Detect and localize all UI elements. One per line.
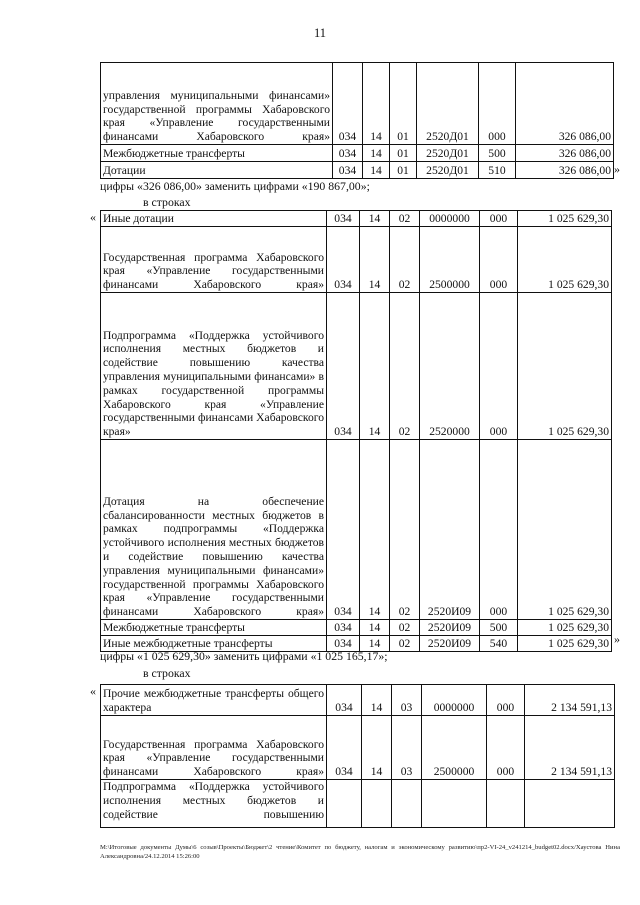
budget-table-2: [100, 210, 612, 652]
table-row: [101, 293, 612, 440]
cell-expense: 000: [480, 227, 518, 293]
cell-amount: 1 025 629,30: [518, 211, 612, 227]
cell-expense: 500: [479, 145, 516, 162]
closing-quote: »: [614, 632, 620, 646]
cell-target: 2520И09: [420, 440, 480, 620]
table-row: [101, 227, 612, 293]
cell-section: [362, 780, 392, 828]
cell-subsection: 02: [390, 636, 420, 652]
table-row: [101, 780, 615, 828]
table-row: [101, 145, 614, 162]
cell-subsection: 02: [390, 620, 420, 636]
row-name: Подпрограмма «Поддержка устойчивого исполнения местных бюджетов и содействие повышению качества управления муниципальными финансами» в рамках государственной программы Хабаровского края «Управление государственными финансами Хабаровского края»: [101, 293, 327, 440]
table-row: [101, 162, 614, 179]
row-name: Межбюджетные трансферты: [101, 620, 327, 636]
cell-expense: 000: [480, 440, 518, 620]
cell-target: 2500000: [420, 227, 480, 293]
table-row: [101, 716, 615, 780]
cell-subsection: 02: [390, 440, 420, 620]
cell-amount: 326 086,00: [516, 145, 614, 162]
budget-table-3: [100, 684, 615, 828]
cell-amount: 2 134 591,13: [525, 716, 615, 780]
cell-target: 0000000: [422, 685, 487, 716]
cell-ministry: 034: [327, 685, 362, 716]
cell-target: 2520И09: [420, 636, 480, 652]
cell-target: 2520И09: [420, 620, 480, 636]
cell-amount: 326 086,00: [516, 63, 614, 145]
opening-quote: «: [90, 684, 96, 698]
row-name: Подпрограмма «Поддержка устойчивого исполнения местных бюджетов и содействие повышению: [101, 780, 327, 828]
cell-subsection: 02: [390, 227, 420, 293]
cell-amount: 1 025 629,30: [518, 227, 612, 293]
cell-subsection: 01: [390, 63, 417, 145]
page-number: 11: [313, 26, 327, 40]
cell-ministry: 034: [327, 716, 362, 780]
budget-table-1: [100, 62, 614, 179]
cell-ministry: 034: [327, 620, 360, 636]
cell-section: 14: [363, 145, 390, 162]
instruction-rows-2: в строках: [143, 666, 191, 680]
cell-subsection: [392, 780, 422, 828]
instruction-rows-1: в строках: [143, 195, 191, 209]
cell-section: 14: [360, 227, 390, 293]
cell-ministry: [327, 780, 362, 828]
cell-section: 14: [360, 440, 390, 620]
cell-expense: 500: [480, 620, 518, 636]
row-name: Прочие межбюджетные трансферты общего характера: [101, 685, 327, 716]
closing-quote: »: [614, 162, 620, 176]
row-name: Дотация на обеспечение сбалансированности местных бюджетов в рамках подпрограммы «Поддержка устойчивого исполнения местных бюджетов и содействие повышению качества управления муниципальными финансами» государственной программы Хабаровского края «Управление государственными финансами Хабаровского края»: [101, 440, 327, 620]
cell-amount: 1 025 629,30: [518, 440, 612, 620]
cell-expense: [487, 780, 525, 828]
cell-expense: 540: [480, 636, 518, 652]
cell-amount: 1 025 629,30: [518, 293, 612, 440]
cell-target: 2500000: [422, 716, 487, 780]
row-name: Государственная программа Хабаровского края «Управление государственными финансами Хабаровского края»: [101, 227, 327, 293]
cell-section: 14: [363, 162, 390, 179]
row-name: управления муниципальными финансами» государственной программы Хабаровского края «Управление государственными финансами Хабаровского края»: [101, 63, 333, 145]
cell-target: 2520Д01: [417, 63, 479, 145]
cell-section: 14: [360, 211, 390, 227]
row-name: Межбюджетные трансферты: [101, 145, 333, 162]
cell-subsection: 03: [392, 716, 422, 780]
cell-expense: 000: [479, 63, 516, 145]
cell-target: 0000000: [420, 211, 480, 227]
table-row: [101, 620, 612, 636]
cell-subsection: 02: [390, 293, 420, 440]
table-row: [101, 63, 614, 145]
cell-section: 14: [360, 620, 390, 636]
cell-expense: 000: [480, 211, 518, 227]
cell-ministry: 034: [327, 293, 360, 440]
row-name: Иные межбюджетные трансферты: [101, 636, 327, 652]
cell-subsection: 02: [390, 211, 420, 227]
cell-section: 14: [360, 293, 390, 440]
cell-subsection: 01: [390, 145, 417, 162]
cell-section: 14: [363, 63, 390, 145]
instruction-replace-2: цифры «1 025 629,30» заменить цифрами «1 025 165,17»;: [100, 649, 388, 663]
cell-expense: 000: [487, 685, 525, 716]
instruction-replace-1: цифры «326 086,00» заменить цифрами «190 867,00»;: [100, 179, 370, 193]
cell-ministry: 034: [333, 63, 363, 145]
cell-subsection: 01: [390, 162, 417, 179]
cell-amount: [525, 780, 615, 828]
cell-amount: 326 086,00: [516, 162, 614, 179]
cell-target: 2520Д01: [417, 162, 479, 179]
row-name: Государственная программа Хабаровского края «Управление государственными финансами Хабаровского края»: [101, 716, 327, 780]
cell-section: 14: [362, 685, 392, 716]
cell-target: [422, 780, 487, 828]
cell-amount: 1 025 629,30: [518, 636, 612, 652]
table-row: [101, 685, 615, 716]
table-row: [101, 211, 612, 227]
cell-amount: 2 134 591,13: [525, 685, 615, 716]
table-row: [101, 440, 612, 620]
cell-ministry: 034: [327, 440, 360, 620]
cell-section: 14: [362, 716, 392, 780]
cell-ministry: 034: [333, 162, 363, 179]
cell-expense: 000: [487, 716, 525, 780]
row-name: Дотации: [101, 162, 333, 179]
cell-expense: 510: [479, 162, 516, 179]
cell-ministry: 034: [333, 145, 363, 162]
cell-ministry: 034: [327, 636, 360, 652]
cell-subsection: 03: [392, 685, 422, 716]
file-path-footer: M:\Итоговые документы Думы\6 созыв\Проекты\Бюджет\2 чтение\Комитет по бюджету, налогам и экономическому развитию\пр2-VI-24_v241214_budget02.docx/Хаустова Нина Александровна/24.12.2014 15:26:00: [100, 844, 620, 860]
opening-quote: «: [90, 210, 96, 224]
cell-ministry: 034: [327, 211, 360, 227]
cell-section: 14: [360, 636, 390, 652]
cell-expense: 000: [480, 293, 518, 440]
cell-amount: 1 025 629,30: [518, 620, 612, 636]
cell-target: 2520Д01: [417, 145, 479, 162]
cell-target: 2520000: [420, 293, 480, 440]
row-name: Иные дотации: [101, 211, 327, 227]
cell-ministry: 034: [327, 227, 360, 293]
